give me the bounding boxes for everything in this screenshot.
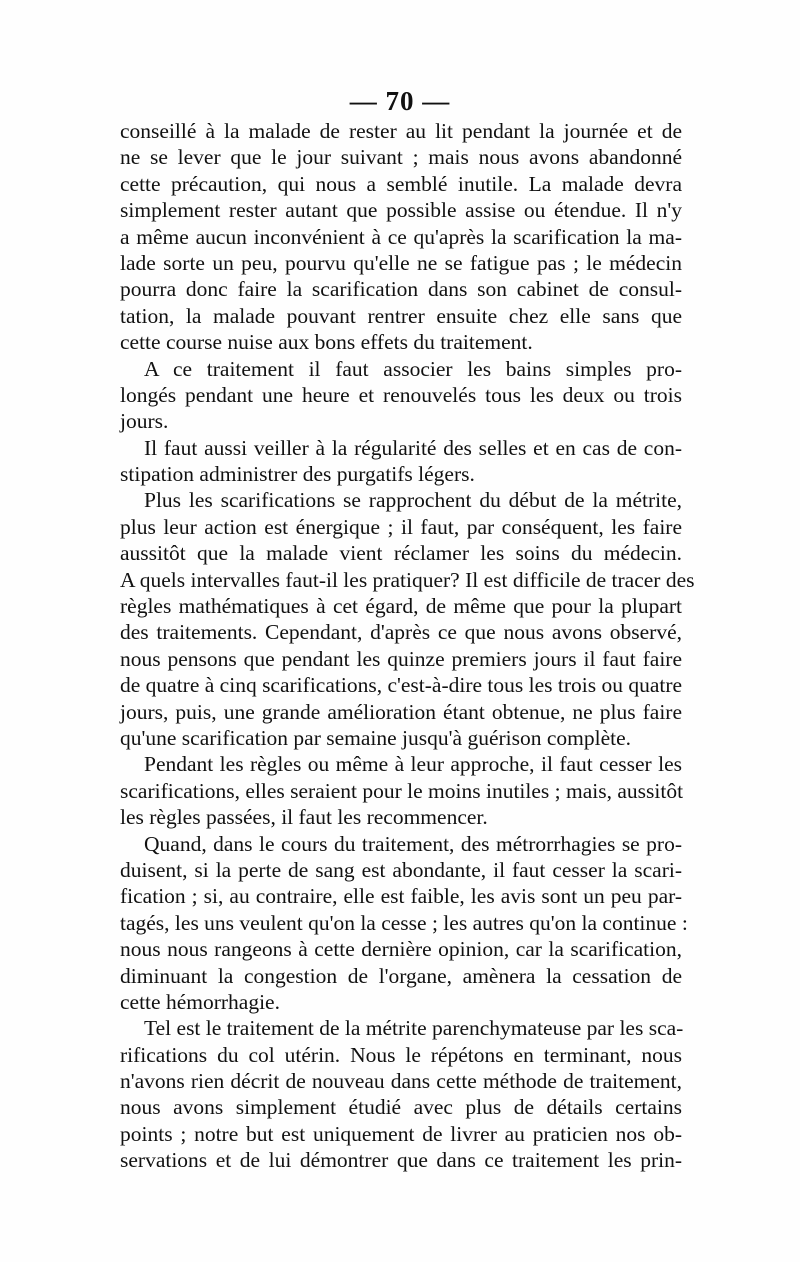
text-line: nous avons simplement étudié avec plus de détails certains — [120, 1095, 682, 1120]
text-line: a même aucun inconvénient à ce qu'après la scarification la ma- — [120, 224, 682, 249]
text-line: des traitements. Cependant, d'après ce que nous avons observé, — [120, 620, 682, 645]
paragraph — [120, 751, 682, 830]
text-line: lade sorte un peu, pourvu qu'elle ne se fatigue pas ; le médecin — [120, 250, 682, 275]
text-line: Tel est le traitement de la métrite parenchymateuse par les sca- — [144, 1016, 684, 1041]
text-line: servations et de lui démontrer que dans ce traitement les prin- — [120, 1148, 682, 1173]
text-line: Quand, dans le cours du traitement, des métrorrhagies se pro- — [144, 831, 682, 856]
text-line: points ; notre but est uniquement de livrer au praticien nos ob- — [120, 1121, 682, 1146]
text-line: Il faut aussi veiller à la régularité des selles et en cas de con- — [144, 435, 682, 460]
paragraph — [120, 487, 695, 751]
paragraph — [120, 1015, 682, 1173]
text-line: cette hémorrhagie. — [120, 989, 280, 1014]
text-line: Plus les scarifications se rapprochent du début de la métrite, — [144, 488, 682, 513]
text-line: simplement rester autant que possible assise ou étendue. Il n'y — [120, 198, 682, 223]
text-line: jours, puis, une grande amélioration étant obtenue, ne plus faire — [120, 699, 682, 724]
paragraph — [120, 831, 688, 1016]
text-line: rifications du col utérin. Nous le répétons en terminant, nous — [120, 1042, 682, 1067]
text-line: Pendant les règles ou même à leur approche, il faut cesser les — [144, 752, 682, 777]
text-line: diminuant la congestion de l'organe, amènera la cessation de — [120, 963, 682, 988]
text-line: A quels intervalles faut-il les pratiquer? Il est difficile de tracer des — [120, 567, 695, 592]
text-line: pourra donc faire la scarification dans son cabinet de consul- — [120, 277, 682, 302]
text-line: qu'une scarification par semaine jusqu'à guérison complète. — [120, 725, 632, 750]
text-line: duisent, si la perte de sang est abondante, il faut cesser la scari- — [120, 857, 682, 882]
text-line: n'avons rien décrit de nouveau dans cette méthode de traitement, — [120, 1069, 682, 1094]
paragraph — [120, 118, 682, 356]
text-line: scarifications, elles seraient pour le moins inutiles ; mais, aussitôt — [120, 778, 684, 803]
text-line: ne se lever que le jour suivant ; mais nous avons abandonné — [120, 145, 682, 170]
text-line: cette précaution, qui nous a semblé inutile. La malade devra — [120, 171, 682, 196]
text-line: conseillé à la malade de rester au lit pendant la journée et de — [120, 119, 682, 143]
text-line: plus leur action est énergique ; il faut, par conséquent, les faire — [120, 514, 682, 539]
paragraph — [120, 435, 682, 488]
text-line: nous nous rangeons à cette dernière opinion, car la scarification, — [120, 937, 682, 962]
text-line: de quatre à cinq scarifications, c'est-à-dire tous les trois ou quatre — [120, 673, 683, 698]
text-line: les règles passées, il faut les recommencer. — [120, 805, 488, 830]
text-line: aussitôt que la malade vient réclamer les soins du médecin. — [120, 541, 682, 566]
text-line: longés pendant une heure et renouvelés tous les deux ou trois — [120, 382, 682, 407]
text-line: cette course nuise aux bons effets du traitement. — [120, 330, 533, 355]
paragraph — [120, 356, 682, 435]
text-line: stipation administrer des purgatifs légers. — [120, 462, 475, 487]
text-line: jours. — [120, 409, 169, 434]
text-line: A ce traitement il faut associer les bains simples pro- — [144, 356, 682, 381]
text-line: tagés, les uns veulent qu'on la cesse ; les autres qu'on la continue : — [120, 910, 688, 935]
text-line: règles mathématiques à cet égard, de même que pour la plupart — [120, 594, 682, 619]
page-number: — 70 — — [349, 86, 451, 116]
text-line: nous pensons que pendant les quinze premiers jours il faut faire — [120, 646, 682, 671]
body-text — [120, 118, 695, 1174]
text-line: tation, la malade pouvant rentrer ensuite chez elle sans que — [120, 303, 682, 328]
text-line: fication ; si, au contraire, elle est faible, les avis sont un peu par- — [120, 884, 682, 909]
